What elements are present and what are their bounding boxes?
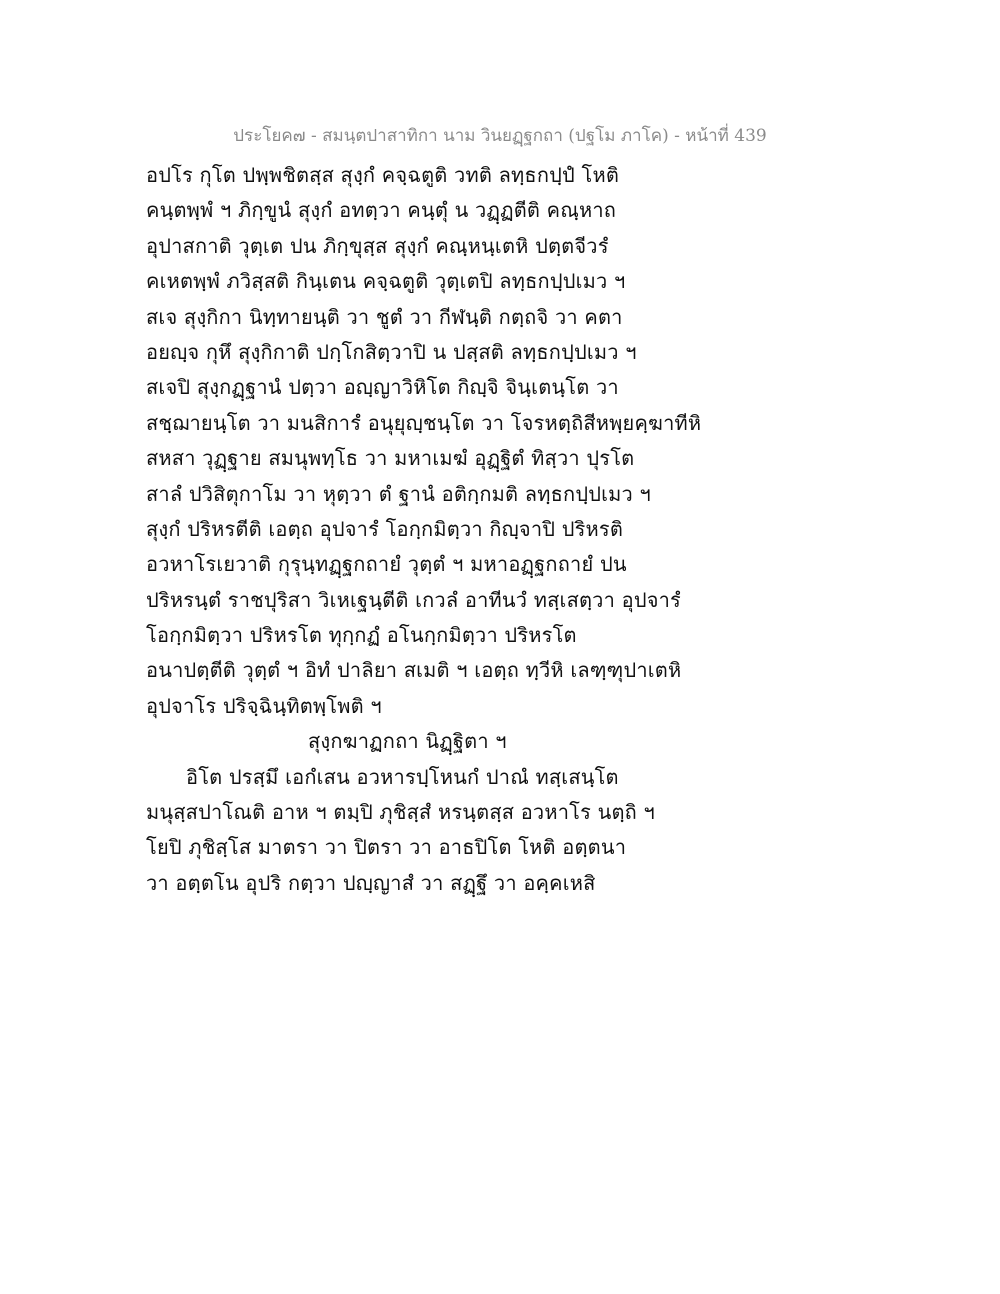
text-line: สุงฺกํ ปริหรตีติ เอตฺถ อุปจารํ โอกฺกมิตฺวา กิญฺจาปิ ปริหรติ [146,516,624,541]
text-line: สาลํ ปวิสิตุกาโม วา หุตฺวา ตํ ฐานํ อติกฺกมติ ลทฺธกปฺปเมว ฯ [146,481,651,506]
text-line: สหสา วุฏฺฐาย สมนุพทฺโธ วา มหาเมฆํ อุฏฺฐิตํ ทิสฺวา ปุรโต [146,446,635,471]
text-line: โอกฺกมิตฺวา ปริหรโต ทุกฺกฏํ อโนกฺกมิตฺวา ปริหรโต [146,623,577,648]
text-line: อนาปตฺตีติ วุตฺตํ ฯ อิทํ ปาลิยา สเมติ ฯ เอตฺถ ทฺวีหิ เลฑฺฑุปาเตหิ [146,658,682,683]
text-line: อุปจาโร ปริจฺฉินฺทิตพฺโพติ ฯ [146,693,382,718]
text-line: วา อตฺตโน อุปริ กตฺวา ปญฺญาสํ วา สฏฺฐึ วา อคฺคเหสิ [146,870,596,895]
text-line: อุปาสกาติ วุตฺเต ปน ภิกฺขุสฺส สุงฺกํ คณฺหนฺเตหิ ปตฺตจีวรํ [146,233,609,258]
text-line: โยปิ ภุชิสฺโส มาตรา วา ปิตรา วา อาธปิโต โหติ อตฺตนา [146,835,627,860]
text-line: อวหาโรเยวาติ กุรุนฺทฏฺฐกถายํ วุตฺตํ ฯ มหาอฏฺฐกถายํ ปน [146,552,627,577]
text-line: คนฺตพฺพํ ฯ ภิกฺขูนํ สุงฺกํ อทตฺวา คนฺตุํ น วฏฺฏตีติ คณฺหาถ [146,198,617,223]
text-line: คเหตพฺพํ ภวิสฺสติ กินฺเตน คจฺฉตูติ วุตฺเตปิ ลทฺธกปฺปเมว ฯ [146,269,626,294]
body-text [146,158,706,901]
text-line: มนุสฺสปาโณติ อาห ฯ ตมฺปิ ภุชิสฺสํ หรนฺตสฺส อวหาโร นตฺถิ ฯ [146,800,655,825]
text-line: อปโร กุโต ปพฺพชิตสฺส สุงฺกํ คจฺฉตูติ วทติ ลทฺธกปฺปํ โหติ [146,163,620,187]
running-header: ประโยค๗ - สมนฺตปาสาทิกา นาม วินยฏฺฐกถา (ปฐโม ภาโค) - หน้าที่ 439 [233,126,767,146]
text-line: สชฺฌายนฺโต วา มนสิการํ อนุยุญฺชนฺโต วา โจรหตฺถิสีหพฺยคฺฆาทีหิ [146,410,702,435]
text-line: ปริหรนฺตํ ราชปุริสา วิเหเฐนฺตีติ เกวลํ อาทีนวํ ทสฺเสตฺวา อุปจารํ [146,587,682,612]
paragraph-first-line: อิโต ปรสฺมึ เอกํเสน อวหารปฺโหนกํ ปาณํ ทสฺเสนฺโต [186,764,619,789]
text-line: สเจปิ สุงฺกฏฺฐานํ ปตฺวา อญฺญาวิหิโต กิญฺจิ จินฺเตนฺโต วา [146,375,619,400]
text-line: สเจ สุงฺกิกา นิทฺทายนฺติ วา ชูตํ วา กีฬนฺติ กตฺถจิ วา คตา [146,304,623,329]
text-line: อยญฺจ กุหึ สุงฺกิกาติ ปกฺโกสิตฺวาปิ น ปสฺสติ ลทฺธกปฺปเมว ฯ [146,339,637,364]
section-end-heading: สุงฺกฆาฏกถา นิฏฺฐิตา ฯ [308,729,507,754]
